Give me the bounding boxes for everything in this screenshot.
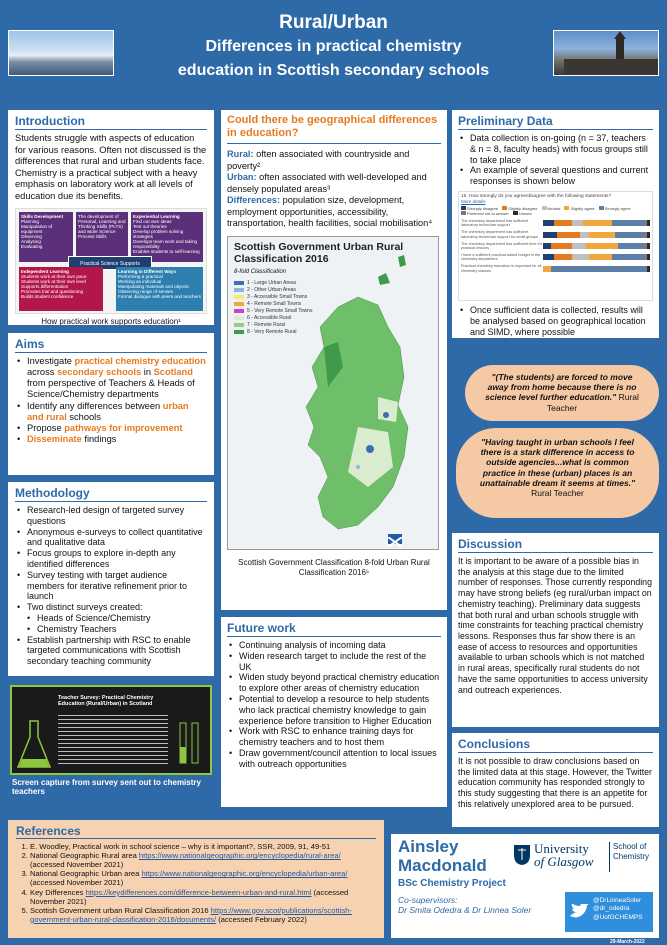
reference-item (30, 851, 376, 869)
chart-bar-segment (554, 220, 571, 226)
methodology-subitem: • Heads of Science/Chemistry (15, 613, 207, 624)
twitter-handle[interactable]: @DrLinneaSoler (593, 897, 642, 904)
university-tower-photo (553, 30, 659, 76)
author-first-name: Ainsley (398, 837, 459, 856)
experiential-title: Experiential Learning (133, 213, 180, 219)
methodology-panel (8, 482, 214, 676)
preliminary-data-item: • Data collection is on-going (n = 37, teachers & n = 8, faculty heads) with focus groups still to take place (458, 133, 653, 165)
twitter-handles (593, 897, 643, 922)
methodology-subitem: • Chemistry Teachers (15, 624, 207, 635)
conclusions-body: It is not possible to draw conclusions based on the limited data at this stage. However, the Twitter education community has responded strongly to this study suggesting that there is an appetite for this relatively unexplored area to be pursued. (458, 756, 652, 809)
chart-row (461, 219, 650, 227)
chart-legend-label: Preferred not to answer (467, 210, 509, 216)
reference-accessed: (accessed November 2021) (30, 887, 349, 906)
methodology-last-item: • Establish partnership with RSC to enable targeted communications with Scottish secondary teaching community (15, 635, 207, 667)
reference-link[interactable]: https://www.gov.scot/publications/scottish-government-urban-rural-classification-2016/documents/ (30, 905, 352, 924)
methodology-item: • Two distinct surveys created: (15, 602, 207, 613)
twitter-bird-icon (569, 904, 589, 920)
diagram-bullet: Develops team work and taking responsibility (133, 238, 198, 249)
future-work-item: • Continuing analysis of incoming data (227, 640, 441, 651)
reference-accessed: (accessed February 2022) (216, 914, 307, 924)
chart-bar-segment (612, 220, 644, 226)
diagram-bullet: Test out theories (133, 223, 167, 229)
title-line-3: education in Scottish secondary schools (177, 62, 490, 79)
quote-2-author: Rural Teacher (531, 487, 584, 498)
chart-legend (461, 206, 650, 216)
chart-bar-segment (647, 266, 650, 272)
future-work-item: • Work with RSC to enhance training days for chemistry teachers and to host them (227, 726, 441, 748)
geo-panel (221, 110, 447, 610)
aim-2: • Identify any differences between urban and rural schools (15, 401, 207, 423)
preliminary-data-last-item: • Once sufficient data is collected, results will be analysed based on geographical location and SIMD, where possible (458, 305, 653, 337)
map-title: Scottish Government Urban Rural Classification 2016 (234, 240, 404, 265)
author-last-name: Macdonald (398, 855, 487, 875)
aim-4: • Disseminate findings (15, 434, 207, 445)
legend-label: 6 - Accessible Rural (247, 314, 292, 321)
skills-box (19, 212, 73, 262)
tower-silhouette-icon (554, 31, 658, 75)
independent-title: Independent Learning (21, 268, 69, 274)
survey-results-chart (458, 191, 653, 301)
independent-list (21, 274, 101, 299)
survey-title: Teacher Survey: Practical Chemistry Education (Rural/Urban) in Scotland (58, 695, 154, 707)
aims-heading: Aims (15, 337, 207, 353)
preliminary-data-list (458, 133, 653, 187)
diagram-bullet: Working as individual (118, 278, 162, 284)
quote-2 (456, 428, 659, 518)
chart-row-label: The chemistry department has sufficient time for practical lessons (461, 241, 542, 250)
diagram-caption: How practical work supports education¹ (41, 316, 181, 325)
discussion-body: It is important to be aware of a possible bias in the analysis at this stage due to the limited number of responses. Those currently responding may have strong beliefs (eg rural/urban impact on chemistry teaching). Preliminary data suggests that both rural and urban schools struggle with time constraints for teaching practical chemistry lessons. Responses thus far show there is an ease of access to resources and opportunities available to urban schools which is not matched in rural areas, specifically rural students do not have the same opportunities to access university and outreach experiences. (458, 556, 652, 695)
chart-bar-segment (589, 254, 612, 260)
chart-bar-segment (572, 220, 584, 226)
aim-3: • Propose pathways for improvement (15, 423, 207, 434)
chart-more-details[interactable]: More details (461, 198, 486, 204)
discussion-heading: Discussion (458, 537, 653, 553)
chart-bar-track (543, 243, 650, 249)
diagram-bullet: Builds student confidence (21, 293, 74, 299)
practical-work-diagram (15, 208, 207, 314)
reference-accessed: (accessed November 2021) (30, 860, 124, 870)
chart-legend-label: Slightly disagree (508, 205, 538, 211)
chart-bar-segment (551, 266, 647, 272)
chart-legend-item (599, 206, 631, 211)
diagram-bullet: Promotes trial and questioning (21, 288, 84, 294)
chart-bar-segment (557, 232, 580, 238)
chart-bar-segment (551, 243, 571, 249)
different-ways-title: Learning in Different Ways (118, 268, 177, 274)
legend-label: 3 - Accessible Small Towns (247, 293, 308, 300)
quote-1 (465, 365, 659, 421)
chart-bar-track (543, 220, 650, 226)
twitter-handle[interactable]: @UofGCHEMPS (593, 913, 643, 921)
scotland-map-shape (228, 237, 440, 551)
diagram-bullet: Manipulation of equipment (21, 223, 53, 234)
diagram-bullet: Students work at their own level (21, 278, 86, 284)
diagram-bullet: Develop problem solving strategies (133, 228, 184, 239)
chart-bar-segment (647, 232, 650, 238)
reference-text: Scottish Government urban Rural Classification 2016 (30, 905, 211, 915)
independent-box (19, 267, 103, 311)
references-heading: References (16, 824, 376, 839)
methodology-item: • Survey testing with target audience members for iterative refinement prior to launch (15, 570, 207, 602)
chart-bar-segment (583, 220, 612, 226)
reference-text: Key Differences (30, 887, 86, 897)
preliminary-data-item: • An example of several questions and current responses is shown below (458, 165, 653, 187)
preliminary-data-heading: Preliminary Data (458, 114, 653, 130)
scotland-map (227, 236, 439, 550)
chart-legend-item (513, 211, 532, 216)
legend-label: 1 - Large Urban Areas (247, 279, 297, 286)
chart-legend-item (461, 211, 509, 216)
chart-rows (461, 219, 650, 273)
chart-bar-segment (543, 232, 558, 238)
flask-icon (16, 717, 54, 773)
chart-legend-swatch (599, 206, 604, 210)
future-work-list (227, 640, 441, 770)
chart-row-label: The chemistry department has sufficient laboratory technician support for small groups (461, 230, 538, 239)
chart-bar-segment (612, 254, 644, 260)
legend-label: 4 - Remote Small Towns (247, 300, 302, 307)
uog-crest-icon (513, 844, 531, 866)
survey-screenshot (10, 685, 212, 775)
reference-item (30, 906, 376, 924)
chart-row-label: Practical chemistry education is important for all chemistry classes (461, 264, 542, 273)
diagram-bullet: Observing range of senses (118, 288, 173, 294)
school-line-2: Chemistry (613, 851, 650, 861)
chart-row (461, 264, 650, 272)
future-work-item: • Widen study beyond practical chemistry education to explore other areas of chemistry education (227, 672, 441, 694)
reference-link[interactable]: https://keydifferences.com/difference-between-urban-and-rural.html (85, 887, 312, 897)
chart-bar-segment (554, 254, 571, 260)
chart-bar-segment (543, 266, 552, 272)
chart-legend-label: Unsure (518, 210, 532, 216)
loch-landscape-photo (8, 30, 114, 76)
test-tube-icon (174, 717, 210, 773)
chart-bar-segment (572, 243, 587, 249)
diagram-bullet: Find out own ideas (133, 218, 172, 224)
reference-link[interactable]: https://www.nationalgeographic.org/encyclopedia/rural-area/ (138, 851, 341, 861)
uog-line-2: of Glasgow (534, 854, 594, 869)
aim-1: • Investigate practical chemistry education across secondary schools in Scotland from perspective of Teachers & Heads of Science/Chemistry departments (15, 356, 207, 401)
diagram-bullet: Performing a practical (118, 273, 163, 279)
chart-legend-swatch (461, 211, 466, 215)
plts-box: The development of Personal, Learning and Thinking Skills (PLTS) and wider Science Process Skills (76, 212, 128, 262)
experiential-list (133, 219, 201, 254)
chart-bar-segment (543, 243, 552, 249)
skills-title: Skills Development (21, 213, 64, 219)
conclusions-panel (452, 733, 659, 827)
school-line-1: School of (613, 842, 647, 851)
reference-item (30, 869, 376, 887)
preliminary-data-panel (452, 110, 659, 338)
map-caption: Scottish Government Classification 8-fold Urban Rural Classification 2016⁵ (238, 557, 430, 577)
rural-definition: Rural: often associated with countryside and poverty² (227, 149, 410, 171)
chart-bar-segment (647, 254, 650, 260)
different-ways-list (118, 274, 201, 299)
survey-text-lines (58, 715, 168, 767)
chart-row-label: I have a sufficient practical-based budget in the chemistry department (461, 253, 541, 262)
methodology-list (15, 505, 207, 613)
legend-label: 7 - Remote Rural (247, 321, 286, 328)
chart-bar-track (543, 266, 650, 272)
chart-row (461, 253, 650, 261)
diagram-bullet: Enables students to self-learning (133, 248, 200, 254)
future-work-heading: Future work (227, 621, 441, 637)
future-work-item: • Draw government/council attention to local issues with outreach opportunities (227, 748, 441, 770)
poster-header (0, 0, 667, 96)
reference-accessed: (accessed November 2021) (30, 878, 124, 888)
diagram-bullet: Students work at their own pace (21, 273, 87, 279)
reference-item (30, 842, 376, 851)
geo-heading: Could there be geographical differences in education? (227, 114, 438, 140)
chart-bar-segment (618, 243, 644, 249)
chart-legend-item (564, 206, 594, 211)
quote-1-text: "(The students) are forced to move away from home because there is no science level further education." (485, 372, 637, 403)
chart-bar-segment (543, 220, 555, 226)
diagram-bullet: Planning (21, 218, 39, 224)
chart-bar-segment (589, 232, 615, 238)
cosupervisor-names: Dr Smita Odedra & Dr Linnea Soler (398, 905, 532, 916)
chart-legend-label: Slightly agree (570, 205, 595, 211)
twitter-handle[interactable]: @dr_odedra (593, 905, 630, 913)
methodology-heading: Methodology (15, 486, 207, 502)
chart-bar-segment (615, 232, 644, 238)
chart-legend-swatch (513, 211, 518, 215)
reference-text: E. Woodley, Practical work in school science – why is it important?, SSR, 2009, 91, 49-51 (30, 842, 331, 851)
different-ways-box (116, 267, 203, 311)
reference-link[interactable]: https://www.nationalgeographic.org/encyclopedia/urban-area/ (141, 869, 348, 879)
chart-row (461, 242, 650, 250)
legend-label: 8 - Very Remote Rural (247, 328, 297, 335)
methodology-item: • Research-led design of targeted survey questions (15, 505, 207, 527)
chart-legend-swatch (542, 206, 547, 210)
diagram-bullet: Evaluating (21, 243, 43, 249)
saltire-icon (388, 534, 402, 544)
aims-panel (8, 333, 214, 475)
chart-bar-track (543, 232, 650, 238)
chart-legend-swatch (564, 206, 569, 210)
survey-caption: Screen capture from survey sent out to chemistry teachers (12, 778, 201, 796)
quote-2-text: "Having taught in urban schools I feel there is a stark difference in access to outside agencies...what is common practice in these (urban) places is an unattainable dream it seems at times." (479, 437, 636, 488)
reference-text: National Geographic Rural area (30, 851, 139, 861)
chart-bar-segment (586, 243, 618, 249)
chart-legend-swatch (461, 206, 466, 210)
diagram-bullet: Formal dialogue with peers and teachers (118, 293, 201, 299)
methodology-sublist (15, 613, 207, 635)
methodology-item: • Anonymous e-surveys to collect quantitative and qualitative data (15, 527, 207, 549)
quote-1-author: Rural Teacher (546, 392, 639, 413)
introduction-heading: Introduction (15, 114, 207, 130)
legend-label: 5 - Very Remote Small Towns (247, 307, 313, 314)
chart-legend-item (542, 206, 561, 211)
experiential-box (131, 212, 203, 262)
chart-bar-segment (543, 254, 555, 260)
title-line-2: Differences in practical chemistry (205, 38, 462, 55)
diagram-bullet: Analysing (21, 238, 41, 244)
cosupervisor-label: Co-supervisors: (398, 895, 458, 906)
chart-bar-segment (647, 220, 650, 226)
introduction-panel (8, 110, 214, 325)
chart-legend-label: Strongly disagree (467, 205, 499, 211)
chart-bar-segment (647, 243, 650, 249)
skills-list (21, 219, 71, 249)
uog-line-1: University (534, 841, 589, 856)
references-list (16, 842, 376, 924)
author-panel (391, 834, 659, 938)
chart-bar-segment (580, 232, 589, 238)
chart-row (461, 230, 650, 238)
map-subtitle: 8-fold Classification (234, 268, 287, 275)
practical-science-supports: Practical Science Supports (68, 256, 152, 270)
degree-label: BSc Chemistry Project (398, 878, 506, 890)
conclusions-heading: Conclusions (458, 737, 653, 753)
reference-item (30, 888, 376, 906)
future-work-panel (221, 617, 447, 807)
chart-question: 15. How strongly do you agree/disagree with the following statements? (461, 193, 612, 199)
chart-bar-segment (572, 254, 589, 260)
chart-bar-track (543, 254, 650, 260)
aims-list (15, 356, 207, 445)
future-work-item: • Widen research target to include the rest of the UK (227, 651, 441, 673)
introduction-body: Students struggle with aspects of education for various reasons. Often not discussed is the differences that rural and urban students face. Chemistry is a practical subject with a heavy emphasis on laboratory work at all levels of education due its benefits. (15, 133, 207, 202)
references-panel (8, 820, 384, 938)
poster-date: 29-March-2022 (610, 939, 645, 945)
diagram-bullet: Supports differentiation (21, 283, 69, 289)
urban-definition: Urban: often associated with well-developed and densely populated areas³ (227, 172, 427, 194)
future-work-item: • Potential to develop a resource to help students who lack practical chemistry knowledge to gain experience before transition to Higher Education (227, 694, 441, 726)
reference-text: National Geographic Urban area (30, 869, 142, 879)
methodology-item: • Focus groups to explore in-depth any identified differences (15, 548, 207, 570)
discussion-panel (452, 533, 659, 727)
uog-logo (513, 838, 653, 878)
differences-definition: Differences: population size, development, employment opportunities, accessibility, transportation, health facilities, social mobilisation⁴ (227, 195, 433, 229)
diagram-bullet: Manipulating materials and objects (118, 283, 189, 289)
twitter-box (565, 892, 653, 932)
chart-legend-label: Strongly agree (604, 205, 631, 211)
diagram-bullet: Observing (21, 233, 42, 239)
chart-legend-swatch (502, 206, 507, 210)
title-line-1: Rural/Urban (279, 12, 388, 33)
legend-label: 2 - Other Urban Areas (247, 286, 296, 293)
chart-legend-label: Neutral (547, 205, 561, 211)
chart-row-label: The chemistry department has sufficient laboratory technician support (461, 218, 529, 228)
